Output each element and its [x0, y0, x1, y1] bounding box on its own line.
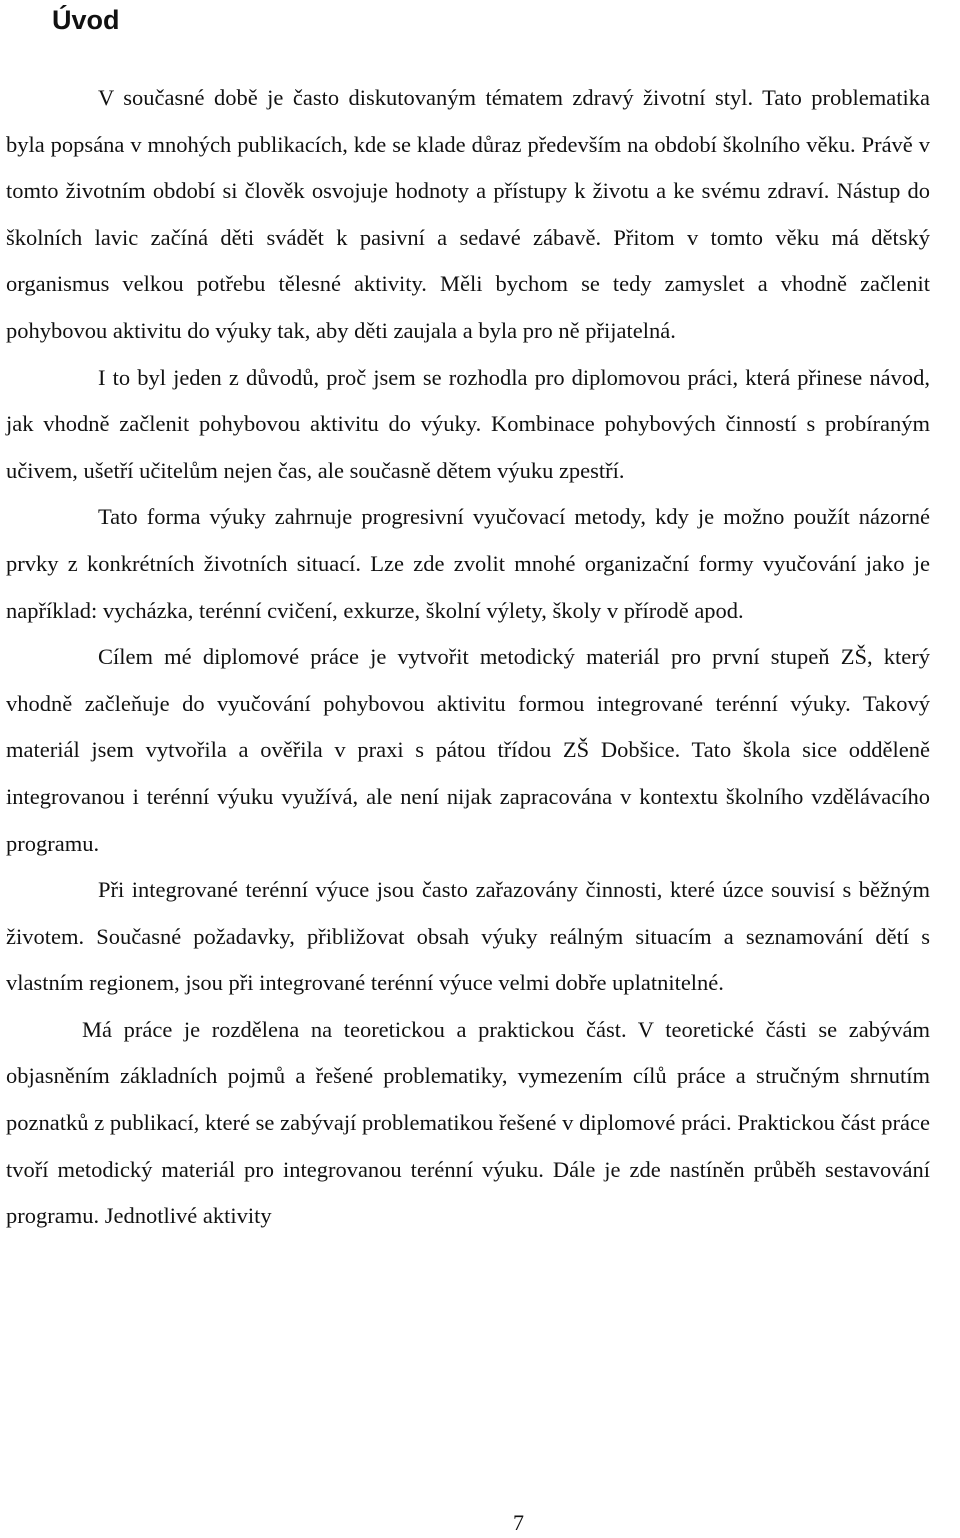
paragraph-3: Tato forma výuky zahrnuje progresivní vyučovací metody, kdy je možno použít názorné prvky z konkrétních životních situací. Lze zde zvolit mnohé organizační formy vyučování jako je například: vycházka, terénní cvičení, exkurze, školní výlety, školy v přírodě apod. [6, 504, 930, 623]
paragraph-2: I to byl jeden z důvodů, proč jsem se rozhodla pro diplomovou práci, která přinese návod, jak vhodně začlenit pohybovou aktivitu do výuky. Kombinace pohybových činností s probíraným učivem, ušetří učitelům nejen čas, ale současně dětem výuku zpestří. [6, 364, 930, 483]
chapter-heading: Úvod [52, 5, 120, 35]
paragraph-5: Při integrované terénní výuce jsou často zařazovány činnosti, které úzce souvisí s běžným životem. Současné požadavky, přibližovat obsah výuky reálným situacím a seznamování dětí s vlastním regionem, jsou při integrované terénní výuce velmi dobře uplatnitelné. [6, 877, 930, 996]
paragraph-1: V současné době je často diskutovaným tématem zdravý životní styl. Tato problematika byla popsána v mnohých publikacích, kde se klade důraz především na období školního věku. Právě v tomto životním období si člověk osvojuje hodnoty a přístupy k životu a ke svému zdraví. Nástup do školních lavic začíná děti svádět k pasivní a sedavé zábavě. Přitom v tomto věku má dětský organismus velkou potřebu tělesné aktivity. Měli bychom se tedy zamyslet a vhodně začlenit pohybovou aktivitu do výuky tak, aby děti zaujala a byla pro ně přijatelná. [6, 85, 930, 343]
body-text [6, 75, 930, 1240]
paragraph-4: Cílem mé diplomové práce je vytvořit metodický materiál pro první stupeň ZŠ, který vhodně začleňuje do vyučování pohybovou aktivitu formou integrované terénní výuky. Takový materiál jsem vytvořila a ověřila v praxi s pátou třídou ZŠ Dobšice. Tato škola sice odděleně integrovanou i terénní výuku využívá, ale není nijak zapracována v kontextu školního vzdělávacího programu. [6, 644, 930, 856]
paragraph-6: Má práce je rozdělena na teoretickou a praktickou část. V teoretické části se zabývám objasněním základních pojmů a řešené problematiky, vymezením cílů práce a stručným shrnutím poznatků z publikací, které se zabývají problematikou řešené v diplomové práci. Praktickou část práce tvoří metodický materiál pro integrovanou terénní výuku. Dále je zde nastíněn průběh sestavování programu. Jednotlivé aktivity [6, 1016, 930, 1229]
page-number: 7 [513, 1510, 524, 1535]
